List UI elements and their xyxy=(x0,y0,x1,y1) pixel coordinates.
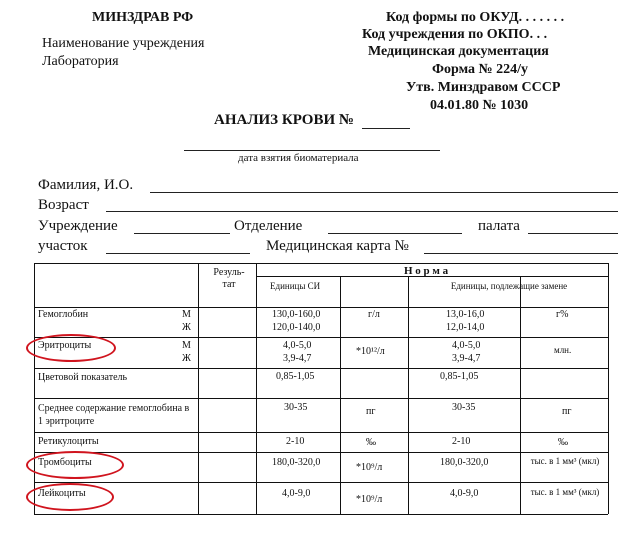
form-number: Форма № 224/у xyxy=(432,62,528,77)
institution-label-field: Учреждение xyxy=(38,218,118,234)
row-hemoglobin-old-m: 13,0-16,0 xyxy=(446,309,485,320)
row-leukocytes-si: 4,0-9,0 xyxy=(282,488,311,499)
approval-date: 04.01.80 № 1030 xyxy=(430,98,529,113)
department-field[interactable] xyxy=(328,233,462,234)
row-erythrocytes-name: Эритроциты xyxy=(38,340,92,351)
row-hemoglobin-si-f: 120,0-140,0 xyxy=(272,322,321,333)
institution-field[interactable] xyxy=(134,233,230,234)
district-field[interactable] xyxy=(106,253,250,254)
med-card-field[interactable] xyxy=(424,253,618,254)
row-platelets-si-unit: *10⁹/л xyxy=(356,462,383,473)
row-reticulocytes-si-unit: ‰ xyxy=(366,437,376,448)
name-label: Фамилия, И.О. xyxy=(38,177,134,193)
sample-date-line[interactable] xyxy=(184,150,440,151)
district-label: участок xyxy=(38,238,88,254)
analysis-number-line[interactable] xyxy=(362,128,410,129)
row-leukocytes-si-unit: *10⁹/л xyxy=(356,494,383,505)
col-norm-header: Н о р м а xyxy=(404,265,449,277)
col-result-header: Резуль- тат xyxy=(213,267,245,290)
row-leukocytes-old: 4,0-9,0 xyxy=(450,488,479,499)
age-field[interactable] xyxy=(106,211,618,212)
name-field[interactable] xyxy=(150,192,618,193)
row-erythrocytes-si-f: 3,9-4,7 xyxy=(283,353,312,364)
row-platelets-old: 180,0-320,0 xyxy=(440,457,489,468)
approved-by: Утв. Минздравом СССР xyxy=(406,80,561,95)
row-hemoglobin-old-f: 12,0-14,0 xyxy=(446,322,485,333)
okpo-code: Код учреждения по ОКПО. . . xyxy=(362,27,548,42)
row-mch-si: 30-35 xyxy=(284,402,308,413)
row-hemoglobin-si-m: 130,0-160,0 xyxy=(272,309,321,320)
row-hemoglobin-name: Гемоглобин xyxy=(38,309,89,320)
ward-field[interactable] xyxy=(528,233,618,234)
row-erythrocytes-si-m: 4,0-5,0 xyxy=(283,340,312,351)
row-hemoglobin-si-unit: г/л xyxy=(368,309,380,320)
row-leukocytes-name: Лейкоциты xyxy=(38,488,86,499)
col-old-header: Единицы, подлежащие замене xyxy=(450,281,568,291)
med-doc: Медицинская документация xyxy=(368,44,549,59)
department-label-field: Отделение xyxy=(234,218,303,234)
row-platelets-old-unit: тыс. в 1 мм³ (мкл) xyxy=(530,456,600,466)
row-mch-name: Среднее содержание гемоглобина в 1 эритроците xyxy=(38,403,190,427)
page-title: АНАЛИЗ КРОВИ № xyxy=(214,112,354,128)
erythrocytes-highlight xyxy=(26,334,116,362)
row-reticulocytes-name: Ретикулоциты xyxy=(38,436,99,447)
row-leukocytes-old-unit: тыс. в 1 мм³ (мкл) xyxy=(530,487,600,497)
med-card-label: Медицинская карта № xyxy=(266,238,409,254)
row-color-index-si: 0,85-1,05 xyxy=(276,371,315,382)
row-hemoglobin-sex-f: Ж xyxy=(182,322,191,333)
ward-label: палата xyxy=(478,218,520,234)
platelets-highlight xyxy=(26,451,124,479)
row-hemoglobin-sex-m: М xyxy=(182,309,191,320)
row-color-index-old: 0,85-1,05 xyxy=(440,371,479,382)
row-color-index-name: Цветовой показатель xyxy=(38,372,128,383)
row-platelets-name: Тромбоциты xyxy=(38,457,92,468)
row-hemoglobin-old-unit: г% xyxy=(556,309,569,320)
row-reticulocytes-si: 2-10 xyxy=(286,436,305,447)
row-mch-old-unit: пг xyxy=(562,406,572,417)
row-reticulocytes-old: 2-10 xyxy=(452,436,471,447)
row-mch-si-unit: пг xyxy=(366,406,376,417)
row-erythrocytes-sex-m: М xyxy=(182,340,191,351)
row-erythrocytes-old-unit: млн. xyxy=(554,345,572,355)
leukocytes-highlight xyxy=(26,483,114,511)
row-mch-old: 30-35 xyxy=(452,402,476,413)
row-erythrocytes-old-f: 3,9-4,7 xyxy=(452,353,481,364)
department-label: Лаборатория xyxy=(42,54,119,69)
age-label: Возраст xyxy=(38,197,89,213)
row-erythrocytes-sex-f: Ж xyxy=(182,353,191,364)
col-si-header: Единицы СИ xyxy=(270,281,321,291)
row-platelets-si: 180,0-320,0 xyxy=(272,457,321,468)
row-reticulocytes-old-unit: ‰ xyxy=(558,437,568,448)
okud-code: Код формы по ОКУД. . . . . . . xyxy=(386,10,565,25)
row-erythrocytes-old-m: 4,0-5,0 xyxy=(452,340,481,351)
ministry: МИНЗДРАВ РФ xyxy=(92,10,194,25)
institution-label: Наименование учреждения xyxy=(42,36,205,51)
sample-date-label: дата взятия биоматериала xyxy=(238,152,359,164)
row-erythrocytes-si-unit: *10¹²/л xyxy=(356,346,385,357)
